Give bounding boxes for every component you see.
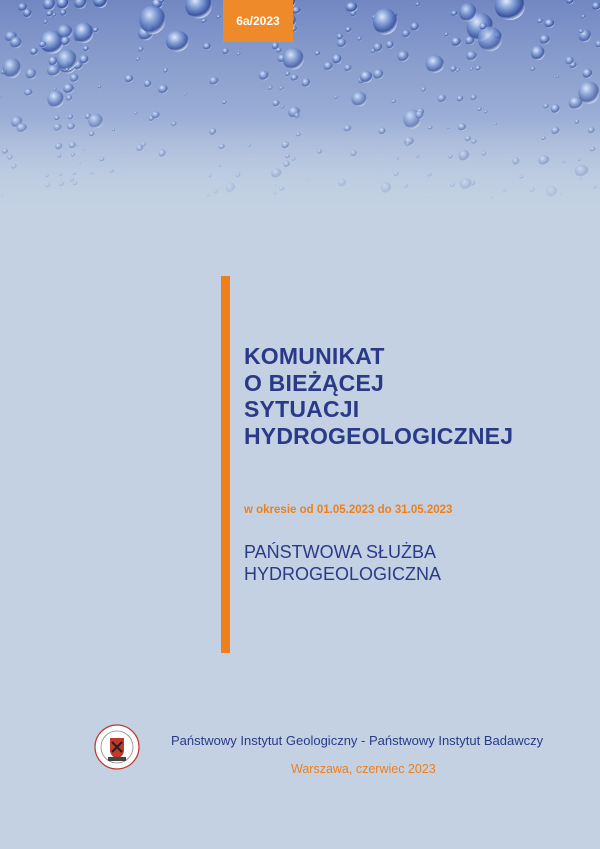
title-line: SYTUACJI xyxy=(244,396,360,422)
issue-number-badge: 6a/2023 xyxy=(223,0,293,42)
institute-name: Państwowy Instytut Geologiczny - Państwowy Instytut Badawczy xyxy=(171,733,544,748)
institute-logo-icon xyxy=(94,724,140,770)
service-name xyxy=(244,541,441,585)
water-droplets-photo xyxy=(0,0,600,215)
title-line: HYDROGEOLOGICZNEJ xyxy=(244,422,514,449)
title-line: KOMUNIKAT xyxy=(244,343,385,369)
place-and-date: Warszawa, czerwiec 2023 xyxy=(291,762,436,776)
reporting-period: w okresie od 01.05.2023 do 31.05.2023 xyxy=(244,504,453,516)
service-line: PAŃSTWOWA SŁUŻBA xyxy=(244,542,437,562)
orange-accent-bar xyxy=(221,276,230,653)
title-line: O BIEŻĄCEJ xyxy=(244,369,385,396)
service-line: HYDROGEOLOGICZNA xyxy=(244,564,442,584)
document-title xyxy=(244,343,513,449)
